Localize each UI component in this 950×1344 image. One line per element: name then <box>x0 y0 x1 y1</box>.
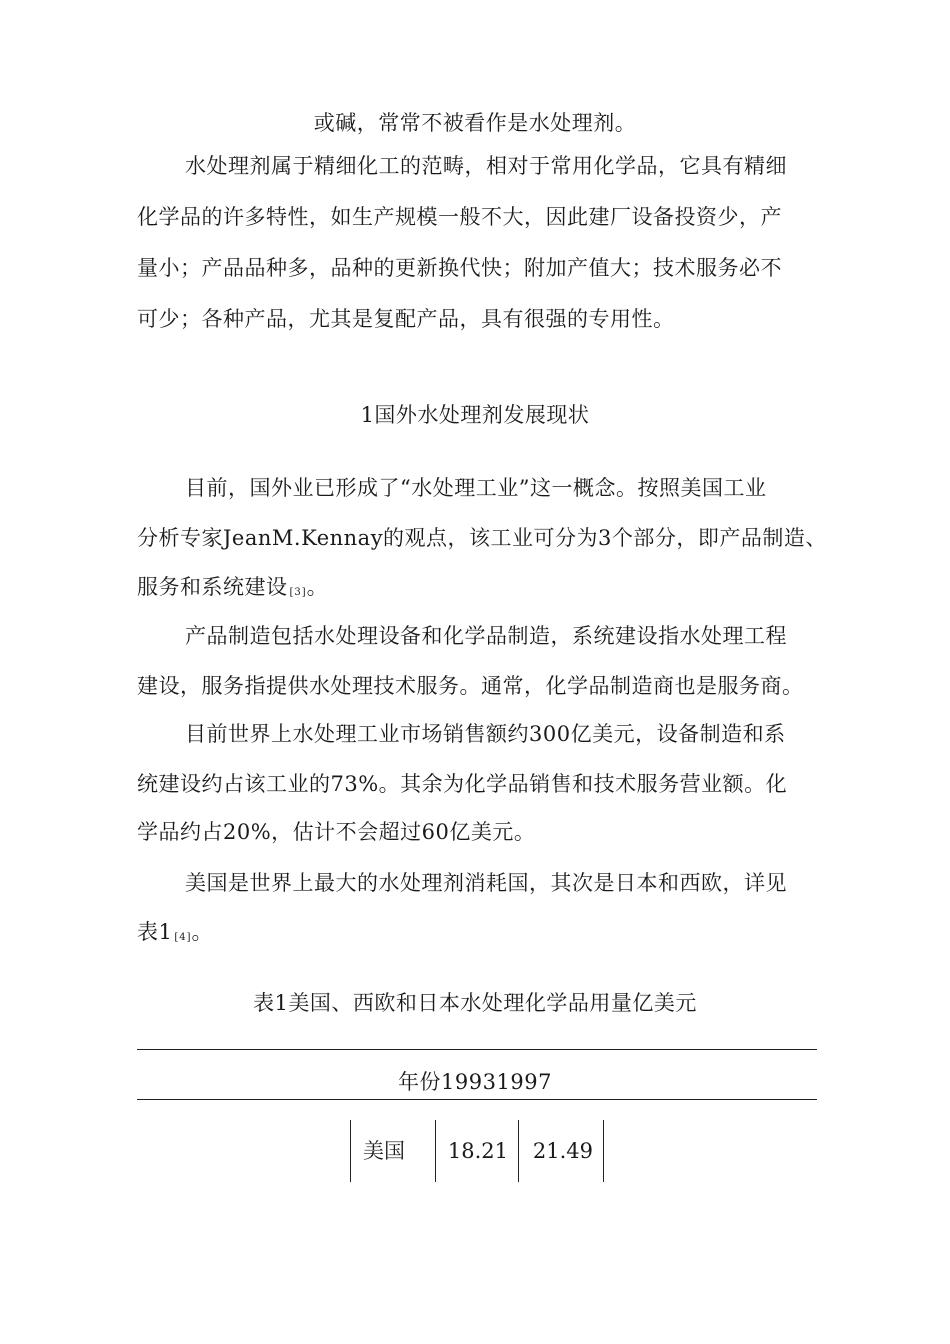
table-top-rule <box>137 1049 817 1050</box>
paragraph-line: 产品制造包括水处理设备和化学品制造，系统建设指水处理工程 <box>185 624 787 648</box>
paragraph-line-with-ref <box>137 572 328 608</box>
paragraph-text: 。 <box>306 575 329 599</box>
table-cell-1993: 18.21 <box>436 1120 519 1182</box>
paragraph-line: 水处理剂属于精细化工的范畴，相对于常用化学品，它具有精细 <box>185 154 787 178</box>
citation-ref: [4] <box>174 932 192 943</box>
paragraph-line: 建设，服务指提供水处理技术服务。通常，化学品制造商也是服务商。 <box>137 674 804 698</box>
table-header: 年份19931997 <box>398 1070 552 1094</box>
table-cell-1997: 21.49 <box>519 1120 604 1182</box>
paragraph-text: 表1 <box>137 920 173 944</box>
paragraph-line: 可少；各种产品，尤其是复配产品，具有很强的专用性。 <box>137 307 675 331</box>
table-caption: 表1美国、西欧和日本水处理化学品用量亿美元 <box>253 991 697 1015</box>
paragraph-text: 。 <box>191 920 214 944</box>
table-row <box>350 1120 604 1182</box>
paragraph-line: 统建设约占该工业的73%。其余为化学品销售和技术服务营业额。化 <box>137 772 788 796</box>
paragraph-line: 美国是世界上最大的水处理剂消耗国，其次是日本和西欧，详见 <box>185 871 787 895</box>
citation-ref: [3] <box>289 587 307 598</box>
table-header-rule <box>137 1099 817 1100</box>
paragraph-line: 分析专家JeanM.Kennay的观点，该工业可分为3个部分，即产品制造、 <box>137 526 827 550</box>
paragraph-line: 目前，国外业已形成了“水处理工业”这一概念。按照美国工业 <box>185 476 767 500</box>
paragraph-line-with-ref <box>137 917 213 953</box>
table-cell-region: 美国 <box>351 1120 436 1182</box>
paragraph-line: 学品约占20%，估计不会超过60亿美元。 <box>137 820 536 844</box>
paragraph-line: 量小；产品品种多，品种的更新换代快；附加产值大；技术服务必不 <box>137 256 782 280</box>
paragraph-text: 服务和系统建设 <box>137 575 288 599</box>
paragraph-line: 或碱，常常不被看作是水处理剂。 <box>313 111 637 135</box>
paragraph-line: 目前世界上水处理工业市场销售额约300亿美元，设备制造和系 <box>185 722 786 746</box>
paragraph-line: 化学品的许多特性，如生产规模一般不大，因此建厂设备投资少，产 <box>137 205 782 229</box>
section-heading: 1国外水处理剂发展现状 <box>360 403 590 427</box>
